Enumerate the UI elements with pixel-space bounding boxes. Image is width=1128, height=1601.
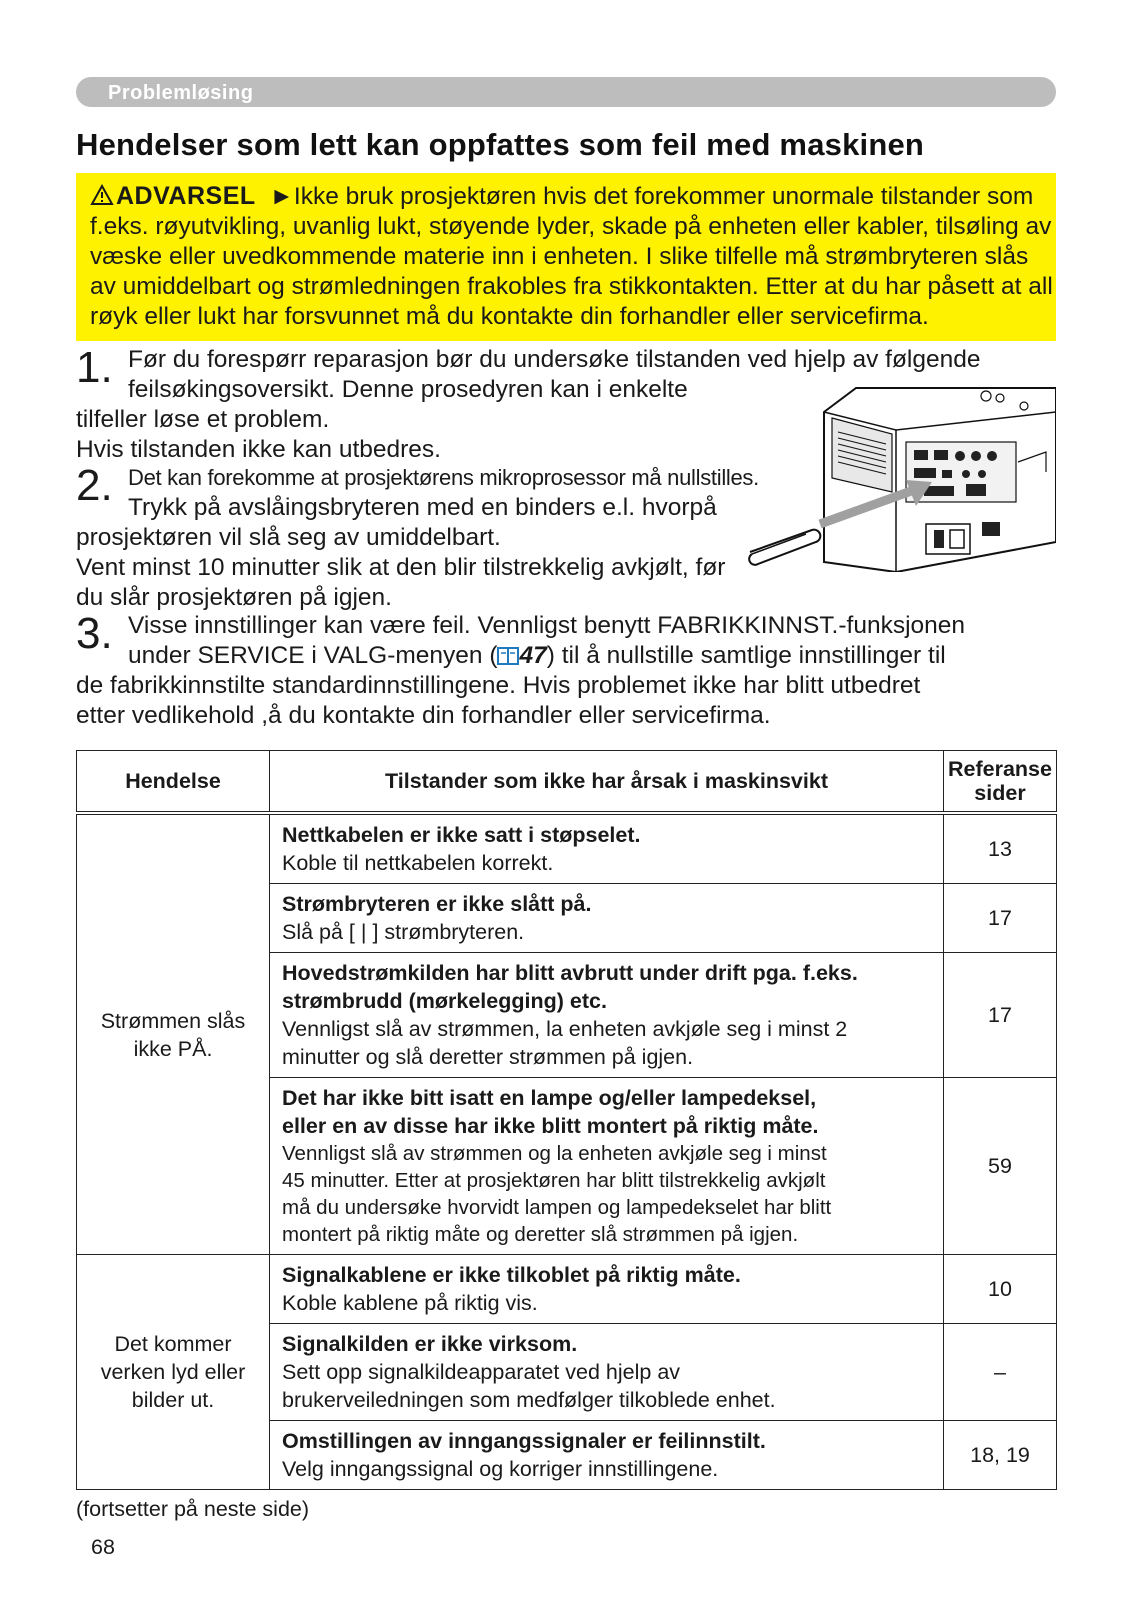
step-2-line-2: Trykk på avslåingsbryteren med en binders e.l. hvorpå bbox=[128, 494, 717, 521]
header-conditions: Tilstander som ikke har årsak i maskinsvikt bbox=[270, 751, 944, 814]
header-reference-line-1: Referanse bbox=[948, 757, 1052, 781]
warning-triangle-icon bbox=[90, 184, 114, 206]
step-3-line-1: Visse innstillinger kan være feil. Vennligst benytt FABRIKKINNST.-funksjonen bbox=[128, 612, 966, 639]
event-text: Strømmen slås bbox=[100, 1008, 246, 1033]
step-1 bbox=[76, 345, 1066, 461]
arrow-icon: ► bbox=[269, 183, 294, 210]
condition-text: brukerveiledningen som medfølger tilkoblede enhet. bbox=[282, 1388, 776, 1412]
event-text: Det kommer bbox=[114, 1332, 232, 1356]
condition-text: Sett opp signalkildeapparatet ved hjelp av bbox=[282, 1360, 681, 1384]
condition-title: Signalkablene er ikke tilkoblet på riktig måte. bbox=[282, 1263, 741, 1287]
step-2-line-1: Det kan forekomme at prosjektørens mikroprosessor må nullstilles. bbox=[128, 465, 759, 490]
step-1-line-3: tilfeller løse et problem. bbox=[76, 406, 330, 433]
event-cell bbox=[77, 813, 270, 1255]
condition-cell bbox=[270, 1324, 944, 1421]
condition-text: Velg inngangssignal og korriger innstillingene. bbox=[282, 1457, 719, 1481]
condition-title: Nettkabelen er ikke satt i støpselet. bbox=[282, 823, 641, 847]
warning-label: ADVARSEL bbox=[116, 182, 256, 210]
condition-cell bbox=[270, 884, 944, 953]
section-header-bar bbox=[76, 77, 1056, 107]
condition-text: montert på riktig måte og deretter slå strømmen på igjen. bbox=[282, 1223, 799, 1246]
step-3-line-2-end: ) til å nullstille samtlige innstillinger til bbox=[546, 642, 946, 669]
event-cell bbox=[77, 1255, 270, 1490]
condition-text: Slå på [ | ] strømbryteren. bbox=[282, 920, 525, 944]
table-row bbox=[77, 1255, 1057, 1324]
condition-text: må du undersøke hvorvidt lampen og lampedekselet har blitt bbox=[282, 1196, 832, 1219]
reference-page: 17 bbox=[944, 884, 1057, 953]
step-2-line-4: Vent minst 10 minutter slik at den blir tilstrekkelig avkjølt, før bbox=[76, 554, 726, 581]
book-reference-icon bbox=[497, 646, 519, 666]
warning-line-4: av umiddelbart og strømledningen frakobles fra stikkontakten. Etter at du har påsett at all bbox=[90, 273, 1053, 300]
reference-page: 59 bbox=[944, 1078, 1057, 1255]
table-row bbox=[77, 813, 1057, 884]
step-3-line-2 bbox=[76, 641, 1066, 671]
condition-title: strømbrudd (mørkelegging) etc. bbox=[282, 989, 607, 1013]
step-number: 2. bbox=[76, 461, 113, 510]
step-1-line-4: Hvis tilstanden ikke kan utbedres. bbox=[76, 436, 441, 463]
steps-section bbox=[76, 345, 1066, 731]
condition-text: Vennligst slå av strømmen, la enheten avkjøle seg i minst 2 bbox=[282, 1017, 848, 1041]
page-reference-link[interactable]: 47 bbox=[519, 642, 547, 669]
condition-text: Vennligst slå av strømmen og la enheten avkjøle seg i minst bbox=[282, 1142, 827, 1165]
warning-line-3: væske eller uvedkommende materie inn i enheten. I slike tilfelle må strømbryteren slås bbox=[90, 243, 1029, 270]
step-1-line-2: feilsøkingsoversikt. Denne prosedyren kan i enkelte bbox=[128, 376, 688, 403]
condition-title: eller en av disse har ikke blitt montert på riktig måte. bbox=[282, 1114, 819, 1138]
condition-text: Koble til nettkabelen korrekt. bbox=[282, 851, 554, 875]
step-number: 3. bbox=[76, 609, 113, 658]
condition-title: Omstillingen av inngangssignaler er feilinnstilt. bbox=[282, 1429, 766, 1453]
page-number: 68 bbox=[91, 1535, 115, 1559]
condition-text: 45 minutter. Etter at prosjektøren har blitt tilstrekkelig avkjølt bbox=[282, 1169, 826, 1192]
header-event: Hendelse bbox=[77, 751, 270, 814]
event-text: verken lyd eller bbox=[100, 1360, 246, 1384]
section-label: Problemløsing bbox=[108, 82, 254, 104]
reference-page: 17 bbox=[944, 953, 1057, 1078]
troubleshooting-table bbox=[76, 750, 1057, 1490]
condition-cell bbox=[270, 1255, 944, 1324]
table-header-row bbox=[77, 751, 1057, 814]
step-3-line-2-start: under SERVICE i VALG-menyen ( bbox=[128, 642, 498, 669]
condition-cell bbox=[270, 813, 944, 884]
header-reference-line-2: sider bbox=[974, 781, 1026, 805]
condition-cell bbox=[270, 1421, 944, 1490]
step-2-line-5: du slår prosjektøren på igjen. bbox=[76, 584, 392, 611]
warning-line-2: f.eks. røyutvikling, uvanlig lukt, støyende lyder, skade på enheten eller kabler, tilsøling av bbox=[90, 213, 1052, 240]
warning-line-5: røyk eller lukt har forsvunnet må du kontakte din forhandler eller servicefirma. bbox=[90, 303, 929, 330]
condition-title: Det har ikke bitt isatt en lampe og/eller lampedeksel, bbox=[282, 1086, 817, 1110]
step-1-line-1: Før du forespørr reparasjon bør du undersøke tilstanden ved hjelp av følgende bbox=[128, 346, 981, 373]
condition-title: Hovedstrømkilden har blitt avbrutt under drift pga. f.eks. bbox=[282, 961, 858, 985]
warning-line-1: Ikke bruk prosjektøren hvis det forekommer unormale tilstander som bbox=[293, 183, 1034, 210]
reference-page: – bbox=[944, 1324, 1057, 1421]
event-text: bilder ut. bbox=[131, 1388, 215, 1412]
page-title: Hendelser som lett kan oppfattes som feil med maskinen bbox=[76, 127, 925, 162]
step-number: 1. bbox=[76, 343, 113, 392]
warning-box bbox=[76, 173, 1056, 341]
step-2-line-3: prosjektøren vil slå seg av umiddelbart. bbox=[76, 524, 501, 551]
warning-heading bbox=[90, 182, 256, 210]
condition-title: Signalkilden er ikke virksom. bbox=[282, 1332, 578, 1356]
event-text: ikke PÅ. bbox=[133, 1036, 213, 1061]
reference-page: 13 bbox=[944, 813, 1057, 884]
condition-text: minutter og slå deretter strømmen på igjen. bbox=[282, 1045, 694, 1069]
condition-cell bbox=[270, 953, 944, 1078]
continued-note: (fortsetter på neste side) bbox=[76, 1497, 310, 1521]
step-3 bbox=[76, 611, 1066, 731]
step-3-line-4: etter vedlikehold ,å du kontakte din forhandler eller servicefirma. bbox=[76, 702, 771, 729]
step-3-line-3: de fabrikkinnstilte standardinnstillingene. Hvis problemet ikke har blitt utbedret bbox=[76, 672, 921, 699]
condition-title: Strømbryteren er ikke slått på. bbox=[282, 892, 592, 916]
condition-cell bbox=[270, 1078, 944, 1255]
condition-text: Koble kablene på riktig vis. bbox=[282, 1291, 538, 1315]
reference-page: 18, 19 bbox=[944, 1421, 1057, 1490]
reference-page: 10 bbox=[944, 1255, 1057, 1324]
step-2 bbox=[76, 463, 1066, 609]
header-reference bbox=[944, 751, 1057, 814]
